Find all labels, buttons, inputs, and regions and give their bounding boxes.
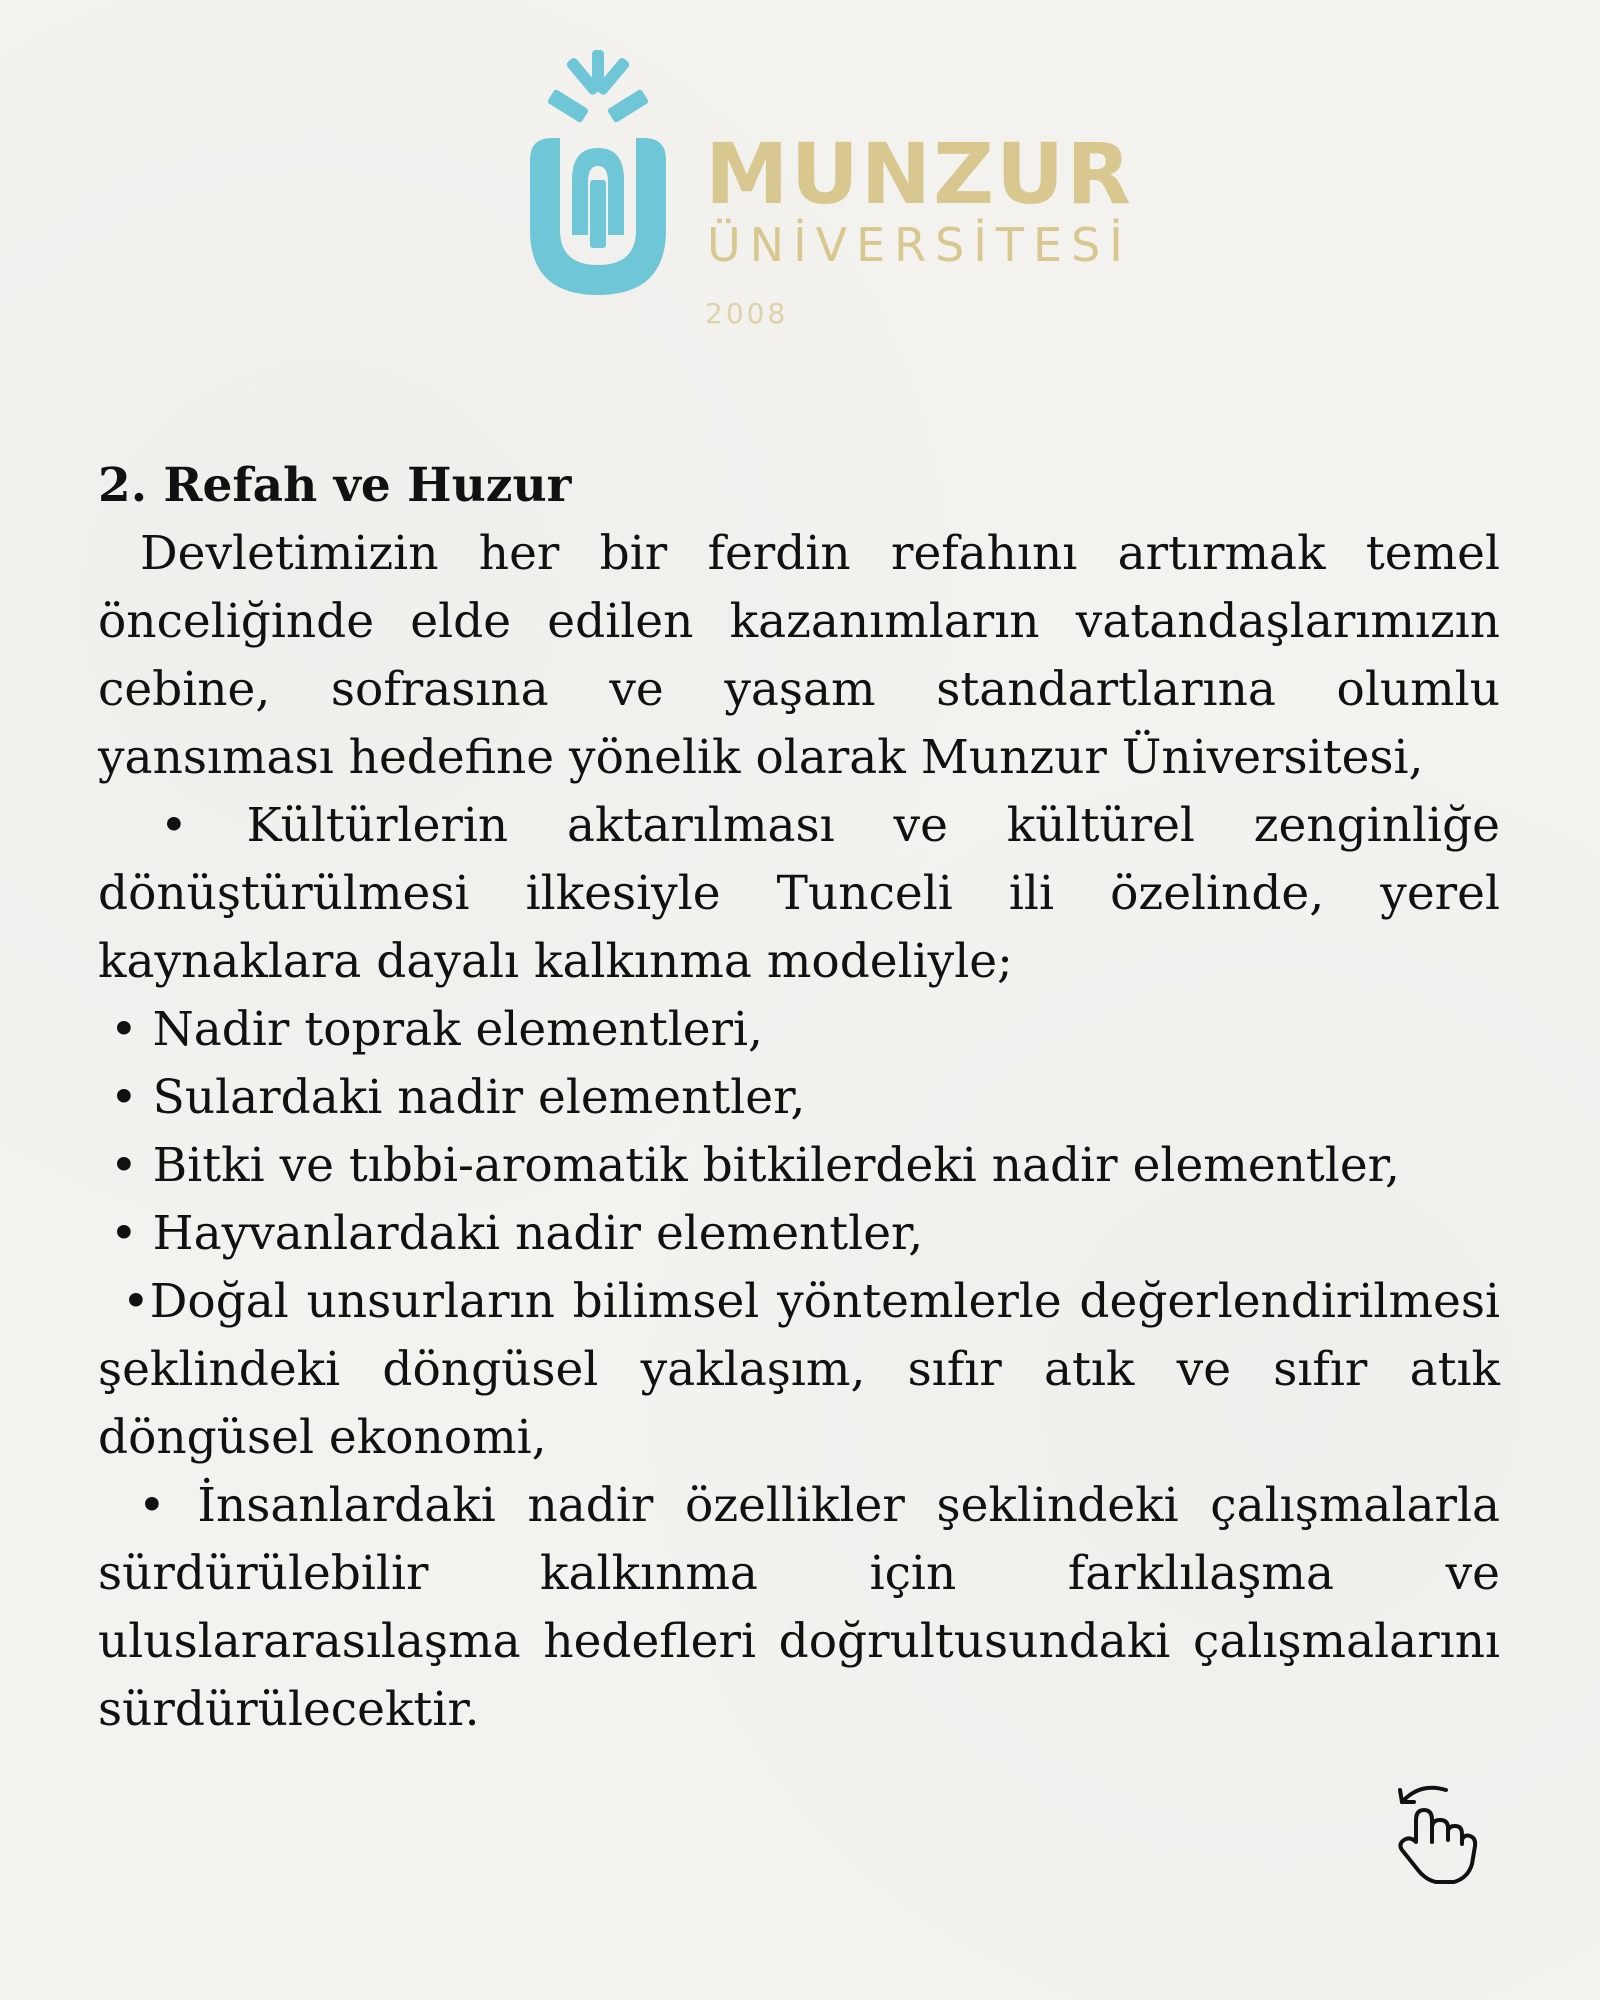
list-item: • Sulardaki nadir elementler, [110, 1070, 806, 1125]
human-features-bullet: • İnsanlardaki nadir özellikler şeklindeki çalışmalarla sürdürülebilir kalkınma için farklılaşma ve uluslararasılaşma hedefleri doğrultusundaki çalışmalarını sürdürülecektir. [98, 1478, 1500, 1737]
university-logo [520, 50, 1133, 340]
intro-paragraph: Devletimizin her bir ferdin refahını artırmak temel önceliğinde elde edilen kazanımların vatandaşlarımızın cebine, sofrasına ve yaşam standartlarına olumlu yansıması hedefine yönelik olarak Munzur Üniversitesi, [98, 526, 1500, 785]
natural-resources-bullet: •Doğal unsurların bilimsel yöntemlerle değerlendirilmesi şeklindeki döngüsel yaklaşım, sıfır atık ve sıfır atık döngüsel ekonomi, [98, 1274, 1500, 1465]
logo-subtitle: ÜNİVERSİTESİ [707, 218, 1132, 272]
swipe-hand-icon[interactable] [1388, 1780, 1498, 1890]
list-item: • Hayvanlardaki nadir elementler, [110, 1206, 924, 1261]
logo-name: MUNZUR [705, 125, 1133, 223]
logo-year: 2008 [705, 297, 789, 330]
section-heading: 2. Refah ve Huzur [98, 458, 572, 513]
list-item: • Nadir toprak elementleri, [110, 1002, 763, 1057]
university-emblem-icon [520, 50, 680, 300]
document-body [98, 452, 1500, 1744]
list-item: • Bitki ve tıbbi-aromatik bitkilerdeki nadir elementler, [110, 1138, 1400, 1193]
culture-bullet: • Kültürlerin aktarılması ve kültürel zenginliğe dönüştürülmesi ilkesiyle Tunceli ili özelinde, yerel kaynaklara dayalı kalkınma modeliyle; [98, 798, 1500, 989]
